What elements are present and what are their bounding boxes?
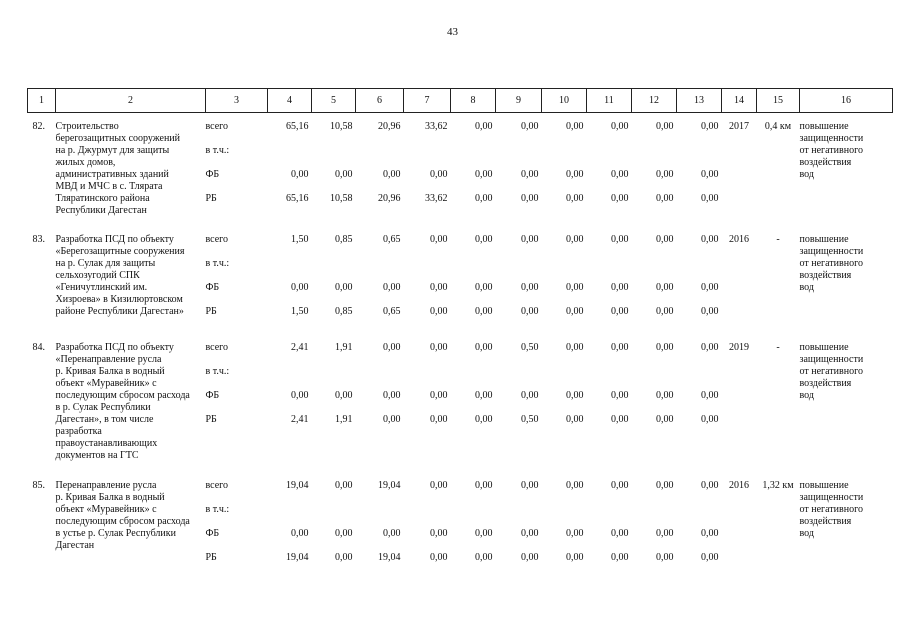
expected-result-line: повышение bbox=[799, 234, 849, 245]
amount-value: 0,00 bbox=[475, 528, 493, 539]
object-name-line: берегозащитных сооружений bbox=[55, 133, 181, 144]
expected-result-line: воздействия bbox=[799, 516, 852, 527]
column-header: 6 bbox=[356, 89, 404, 113]
amount-value: 0,00 bbox=[611, 552, 629, 563]
amount-value: 0,00 bbox=[335, 480, 353, 491]
amount-value: 0,00 bbox=[701, 282, 719, 293]
amount-value: 0,85 bbox=[335, 306, 353, 317]
amount-cell bbox=[677, 471, 722, 571]
amount-value: 0,00 bbox=[656, 234, 674, 245]
amount-value: 0,00 bbox=[566, 169, 584, 180]
row-number: 82. bbox=[32, 121, 45, 132]
expected-result-cell bbox=[800, 225, 893, 333]
amount-value: 0,00 bbox=[335, 282, 353, 293]
object-name-line: Перенаправление русла bbox=[55, 480, 157, 491]
amount-value: 0,00 bbox=[430, 282, 448, 293]
amount-cell bbox=[632, 225, 677, 333]
indicator-cell bbox=[757, 333, 800, 471]
amount-value: 0,00 bbox=[521, 390, 539, 401]
expected-result-line: от негативного bbox=[799, 366, 863, 377]
page-number: 43 bbox=[447, 26, 458, 38]
amount-value: 0,00 bbox=[566, 306, 584, 317]
object-name-line: Хизроева» в Кизилюртовском bbox=[55, 294, 183, 305]
amount-value: 0,00 bbox=[521, 480, 539, 491]
column-header: 16 bbox=[800, 89, 893, 113]
amount-value: 0,00 bbox=[475, 414, 493, 425]
object-name-line: документов на ГТС bbox=[55, 450, 139, 461]
amount-value: 0,00 bbox=[566, 234, 584, 245]
amount-value: 0,00 bbox=[701, 390, 719, 401]
amount-value: 10,58 bbox=[330, 121, 353, 132]
table-row bbox=[28, 225, 893, 333]
amount-cell bbox=[542, 471, 587, 571]
amount-value: 0,00 bbox=[656, 342, 674, 353]
object-name-line: Дагестан bbox=[55, 540, 95, 551]
expected-result-line: повышение bbox=[799, 121, 849, 132]
amount-value: 0,00 bbox=[383, 169, 401, 180]
amount-cell bbox=[404, 225, 451, 333]
column-header: 3 bbox=[206, 89, 268, 113]
object-name-line: Разработка ПСД по объекту bbox=[55, 342, 174, 353]
row-number-cell bbox=[28, 225, 56, 333]
amount-value: 0,00 bbox=[701, 234, 719, 245]
amount-cell bbox=[312, 113, 356, 226]
amount-value: 0,00 bbox=[701, 342, 719, 353]
amount-value: 0,00 bbox=[430, 480, 448, 491]
amount-value: 0,00 bbox=[383, 282, 401, 293]
amount-value: 0,50 bbox=[521, 342, 539, 353]
amount-value: 1,91 bbox=[335, 342, 353, 353]
amount-value: 0,00 bbox=[701, 528, 719, 539]
amount-value: 0,00 bbox=[521, 234, 539, 245]
amount-value: 0,00 bbox=[291, 390, 309, 401]
amount-cell bbox=[542, 333, 587, 471]
object-name-cell bbox=[56, 225, 206, 333]
object-name-line: административных зданий bbox=[55, 169, 169, 180]
column-header: 8 bbox=[451, 89, 496, 113]
amount-value: 0,00 bbox=[383, 390, 401, 401]
amount-value: 0,50 bbox=[521, 414, 539, 425]
amount-value: 0,00 bbox=[335, 390, 353, 401]
funding-source-label: ФБ bbox=[205, 282, 220, 293]
amount-value: 0,00 bbox=[521, 306, 539, 317]
amount-cell bbox=[632, 113, 677, 226]
expected-result-line: защищенности bbox=[799, 492, 864, 503]
column-header: 10 bbox=[542, 89, 587, 113]
amount-value: 0,00 bbox=[656, 282, 674, 293]
amount-value: 0,00 bbox=[701, 414, 719, 425]
amount-value: 0,00 bbox=[475, 306, 493, 317]
amount-cell bbox=[312, 471, 356, 571]
completion-year: 2017 bbox=[729, 121, 749, 132]
column-number-header-row bbox=[28, 89, 893, 113]
amount-value: 1,50 bbox=[291, 234, 309, 245]
funding-source-label: в т.ч.: bbox=[205, 258, 230, 269]
expected-result-line: повышение bbox=[799, 342, 849, 353]
expected-result-line: вод bbox=[799, 282, 814, 293]
amount-value: 0,00 bbox=[430, 414, 448, 425]
amount-value: 0,00 bbox=[521, 528, 539, 539]
funding-source-label: всего bbox=[205, 342, 229, 353]
amount-cell bbox=[268, 113, 312, 226]
amount-value: 65,16 bbox=[286, 193, 309, 204]
amount-cell bbox=[496, 113, 542, 226]
amount-value: 0,00 bbox=[611, 306, 629, 317]
program-table bbox=[27, 88, 893, 571]
amount-value: 0,00 bbox=[430, 552, 448, 563]
object-name-line: «Перенаправление русла bbox=[55, 354, 162, 365]
expected-result-line: защищенности bbox=[799, 133, 864, 144]
amount-value: 19,04 bbox=[286, 552, 309, 563]
object-name-line: разработка bbox=[55, 426, 102, 437]
funding-source-label: в т.ч.: bbox=[205, 504, 230, 515]
row-number-cell bbox=[28, 333, 56, 471]
funding-source-label: всего bbox=[205, 480, 229, 491]
column-header: 12 bbox=[632, 89, 677, 113]
amount-value: 0,00 bbox=[430, 390, 448, 401]
amount-cell bbox=[587, 113, 632, 226]
amount-value: 0,00 bbox=[566, 528, 584, 539]
amount-value: 0,00 bbox=[566, 390, 584, 401]
indicator-cell bbox=[757, 225, 800, 333]
row-number: 84. bbox=[32, 342, 45, 353]
amount-value: 0,00 bbox=[475, 121, 493, 132]
amount-cell bbox=[587, 471, 632, 571]
amount-value: 0,00 bbox=[701, 169, 719, 180]
object-name-line: р. Кривая Балка в водный bbox=[55, 366, 165, 377]
amount-value: 0,00 bbox=[475, 193, 493, 204]
funding-source-cell bbox=[206, 225, 268, 333]
column-header: 15 bbox=[757, 89, 800, 113]
amount-value: 0,00 bbox=[521, 282, 539, 293]
amount-value: 0,00 bbox=[475, 282, 493, 293]
amount-value: 0,00 bbox=[291, 282, 309, 293]
funding-source-cell bbox=[206, 113, 268, 226]
object-name-line: районе Республики Дагестан» bbox=[55, 306, 184, 317]
amount-value: 0,00 bbox=[656, 193, 674, 204]
funding-source-label: всего bbox=[205, 121, 229, 132]
amount-value: 0,00 bbox=[611, 390, 629, 401]
amount-value: 0,00 bbox=[430, 306, 448, 317]
amount-cell bbox=[404, 333, 451, 471]
amount-value: 0,00 bbox=[701, 480, 719, 491]
amount-value: 0,00 bbox=[475, 390, 493, 401]
object-name-line: последующим сбросом расхода bbox=[55, 516, 190, 527]
amount-value: 19,04 bbox=[286, 480, 309, 491]
object-name-line: в р. Сулак Республики bbox=[55, 402, 151, 413]
amount-value: 0,00 bbox=[611, 414, 629, 425]
year-cell bbox=[722, 471, 757, 571]
object-name-line: р. Кривая Балка в водный bbox=[55, 492, 165, 503]
amount-cell bbox=[587, 225, 632, 333]
funding-source-label: РБ bbox=[205, 193, 217, 204]
amount-value: 65,16 bbox=[286, 121, 309, 132]
amount-cell bbox=[404, 113, 451, 226]
column-header: 4 bbox=[268, 89, 312, 113]
amount-value: 2,41 bbox=[291, 414, 309, 425]
object-name-cell bbox=[56, 333, 206, 471]
amount-value: 0,00 bbox=[566, 480, 584, 491]
completion-year: 2019 bbox=[729, 342, 749, 353]
funding-source-label: ФБ bbox=[205, 390, 220, 401]
amount-value: 0,00 bbox=[656, 552, 674, 563]
amount-value: 0,00 bbox=[335, 528, 353, 539]
amount-value: 0,00 bbox=[656, 414, 674, 425]
amount-value: 0,00 bbox=[701, 193, 719, 204]
funding-source-label: РБ bbox=[205, 306, 217, 317]
indicator-value: - bbox=[776, 342, 780, 353]
amount-cell bbox=[356, 471, 404, 571]
expected-result-line: от негативного bbox=[799, 258, 863, 269]
amount-value: 0,00 bbox=[701, 552, 719, 563]
amount-value: 0,00 bbox=[566, 121, 584, 132]
amount-cell bbox=[356, 113, 404, 226]
amount-value: 0,00 bbox=[656, 169, 674, 180]
object-name-line: объект «Муравейник» с bbox=[55, 378, 157, 389]
amount-value: 0,65 bbox=[383, 234, 401, 245]
expected-result-line: вод bbox=[799, 528, 814, 539]
completion-year: 2016 bbox=[729, 480, 749, 491]
column-header: 14 bbox=[722, 89, 757, 113]
amount-value: 0,00 bbox=[475, 234, 493, 245]
completion-year: 2016 bbox=[729, 234, 749, 245]
object-name-line: Разработка ПСД по объекту bbox=[55, 234, 174, 245]
funding-source-cell bbox=[206, 333, 268, 471]
expected-result-cell bbox=[800, 471, 893, 571]
funding-source-label: в т.ч.: bbox=[205, 145, 230, 156]
amount-cell bbox=[268, 225, 312, 333]
amount-cell bbox=[451, 225, 496, 333]
amount-value: 0,00 bbox=[291, 169, 309, 180]
expected-result-line: вод bbox=[799, 390, 814, 401]
amount-cell bbox=[451, 113, 496, 226]
amount-cell bbox=[496, 333, 542, 471]
amount-value: 1,50 bbox=[291, 306, 309, 317]
expected-result-cell bbox=[800, 113, 893, 226]
column-header: 7 bbox=[404, 89, 451, 113]
year-cell bbox=[722, 225, 757, 333]
expected-result-line: защищенности bbox=[799, 354, 864, 365]
expected-result-line: от негативного bbox=[799, 504, 863, 515]
amount-value: 0,00 bbox=[475, 342, 493, 353]
row-number: 85. bbox=[32, 480, 45, 491]
amount-value: 20,96 bbox=[378, 193, 401, 204]
amount-value: 0,00 bbox=[656, 528, 674, 539]
amount-cell bbox=[632, 471, 677, 571]
expected-result-line: воздействия bbox=[799, 378, 852, 389]
amount-value: 1,91 bbox=[335, 414, 353, 425]
amount-cell bbox=[356, 225, 404, 333]
year-cell bbox=[722, 333, 757, 471]
amount-value: 0,00 bbox=[335, 169, 353, 180]
indicator-cell bbox=[757, 471, 800, 571]
indicator-cell bbox=[757, 113, 800, 226]
amount-cell bbox=[451, 471, 496, 571]
amount-value: 0,00 bbox=[566, 552, 584, 563]
amount-cell bbox=[356, 333, 404, 471]
amount-value: 0,65 bbox=[383, 306, 401, 317]
amount-value: 0,00 bbox=[701, 306, 719, 317]
column-header: 2 bbox=[56, 89, 206, 113]
amount-value: 0,00 bbox=[611, 342, 629, 353]
object-name-line: «Геничутлинский им. bbox=[55, 282, 148, 293]
amount-value: 0,00 bbox=[656, 390, 674, 401]
amount-cell bbox=[542, 225, 587, 333]
amount-value: 19,04 bbox=[378, 552, 401, 563]
amount-value: 0,00 bbox=[475, 169, 493, 180]
amount-value: 0,00 bbox=[430, 342, 448, 353]
object-name-line: последующим сбросом расхода bbox=[55, 390, 190, 401]
amount-value: 10,58 bbox=[330, 193, 353, 204]
column-header: 13 bbox=[677, 89, 722, 113]
year-cell bbox=[722, 113, 757, 226]
object-name-line: на р. Сулак для защиты bbox=[55, 258, 156, 269]
column-header: 1 bbox=[28, 89, 56, 113]
amount-cell bbox=[496, 225, 542, 333]
amount-cell bbox=[677, 225, 722, 333]
object-name-line: на р. Джурмут для защиты bbox=[55, 145, 170, 156]
amount-cell bbox=[542, 113, 587, 226]
indicator-value: 0,4 км bbox=[764, 121, 792, 132]
amount-value: 0,00 bbox=[521, 193, 539, 204]
expected-result-line: вод bbox=[799, 169, 814, 180]
object-name-line: в устье р. Сулак Республики bbox=[55, 528, 176, 539]
amount-value: 0,00 bbox=[611, 234, 629, 245]
amount-value: 0,00 bbox=[335, 552, 353, 563]
table-row bbox=[28, 471, 893, 571]
amount-value: 0,00 bbox=[291, 528, 309, 539]
object-name-line: Тляратинского района bbox=[55, 193, 150, 204]
amount-cell bbox=[496, 471, 542, 571]
amount-value: 20,96 bbox=[378, 121, 401, 132]
object-name-line: правоустанавливающих bbox=[55, 438, 158, 449]
object-name-line: объект «Муравейник» с bbox=[55, 504, 157, 515]
expected-result-cell bbox=[800, 333, 893, 471]
column-header: 5 bbox=[312, 89, 356, 113]
amount-value: 0,00 bbox=[521, 121, 539, 132]
object-name-cell bbox=[56, 471, 206, 571]
amount-value: 0,85 bbox=[335, 234, 353, 245]
amount-cell bbox=[312, 333, 356, 471]
object-name-line: МВД и МЧС в с. Тлярата bbox=[55, 181, 163, 192]
amount-value: 0,00 bbox=[430, 169, 448, 180]
row-number: 83. bbox=[32, 234, 45, 245]
amount-value: 0,00 bbox=[475, 480, 493, 491]
object-name-line: Республики Дагестан bbox=[55, 205, 147, 216]
table-row bbox=[28, 333, 893, 471]
amount-value: 0,00 bbox=[611, 282, 629, 293]
row-number-cell bbox=[28, 113, 56, 226]
funding-source-label: РБ bbox=[205, 552, 217, 563]
object-name-cell bbox=[56, 113, 206, 226]
amount-value: 0,00 bbox=[521, 552, 539, 563]
amount-value: 0,00 bbox=[611, 169, 629, 180]
amount-cell bbox=[312, 225, 356, 333]
object-name-line: жилых домов, bbox=[55, 157, 116, 168]
amount-value: 19,04 bbox=[378, 480, 401, 491]
table-row bbox=[28, 113, 893, 226]
amount-value: 0,00 bbox=[656, 121, 674, 132]
amount-value: 0,00 bbox=[383, 528, 401, 539]
amount-value: 0,00 bbox=[611, 121, 629, 132]
amount-cell bbox=[587, 333, 632, 471]
amount-cell bbox=[404, 471, 451, 571]
amount-value: 33,62 bbox=[425, 193, 448, 204]
funding-source-label: ФБ bbox=[205, 169, 220, 180]
amount-value: 33,62 bbox=[425, 121, 448, 132]
amount-cell bbox=[677, 333, 722, 471]
column-header: 9 bbox=[496, 89, 542, 113]
object-name-line: сельхозугодий СПК bbox=[55, 270, 140, 281]
amount-cell bbox=[677, 113, 722, 226]
expected-result-line: повышение bbox=[799, 480, 849, 491]
expected-result-line: воздействия bbox=[799, 157, 852, 168]
column-header: 11 bbox=[587, 89, 632, 113]
amount-value: 0,00 bbox=[566, 282, 584, 293]
amount-value: 0,00 bbox=[475, 552, 493, 563]
amount-value: 0,00 bbox=[383, 414, 401, 425]
amount-value: 0,00 bbox=[566, 193, 584, 204]
amount-value: 0,00 bbox=[701, 121, 719, 132]
funding-source-label: РБ bbox=[205, 414, 217, 425]
amount-value: 2,41 bbox=[291, 342, 309, 353]
object-name-line: Дагестан», в том числе bbox=[55, 414, 154, 425]
amount-value: 0,00 bbox=[611, 193, 629, 204]
amount-value: 0,00 bbox=[566, 414, 584, 425]
expected-result-line: воздействия bbox=[799, 270, 852, 281]
funding-source-label: ФБ bbox=[205, 528, 220, 539]
amount-value: 0,00 bbox=[611, 480, 629, 491]
indicator-value: - bbox=[776, 234, 780, 245]
amount-value: 0,00 bbox=[430, 234, 448, 245]
funding-source-label: всего bbox=[205, 234, 229, 245]
amount-value: 0,00 bbox=[656, 306, 674, 317]
indicator-value: 1,32 км bbox=[762, 480, 794, 491]
amount-cell bbox=[451, 333, 496, 471]
amount-value: 0,00 bbox=[566, 342, 584, 353]
expected-result-line: защищенности bbox=[799, 246, 864, 257]
amount-cell bbox=[632, 333, 677, 471]
funding-source-label: в т.ч.: bbox=[205, 366, 230, 377]
row-number-cell bbox=[28, 471, 56, 571]
amount-value: 0,00 bbox=[611, 528, 629, 539]
object-name-line: «Берегозащитные сооружения bbox=[55, 246, 185, 257]
funding-source-cell bbox=[206, 471, 268, 571]
amount-value: 0,00 bbox=[656, 480, 674, 491]
amount-value: 0,00 bbox=[430, 528, 448, 539]
amount-value: 0,00 bbox=[521, 169, 539, 180]
amount-cell bbox=[268, 333, 312, 471]
amount-value: 0,00 bbox=[383, 342, 401, 353]
amount-cell bbox=[268, 471, 312, 571]
object-name-line: Строительство bbox=[55, 121, 119, 132]
expected-result-line: от негативного bbox=[799, 145, 863, 156]
